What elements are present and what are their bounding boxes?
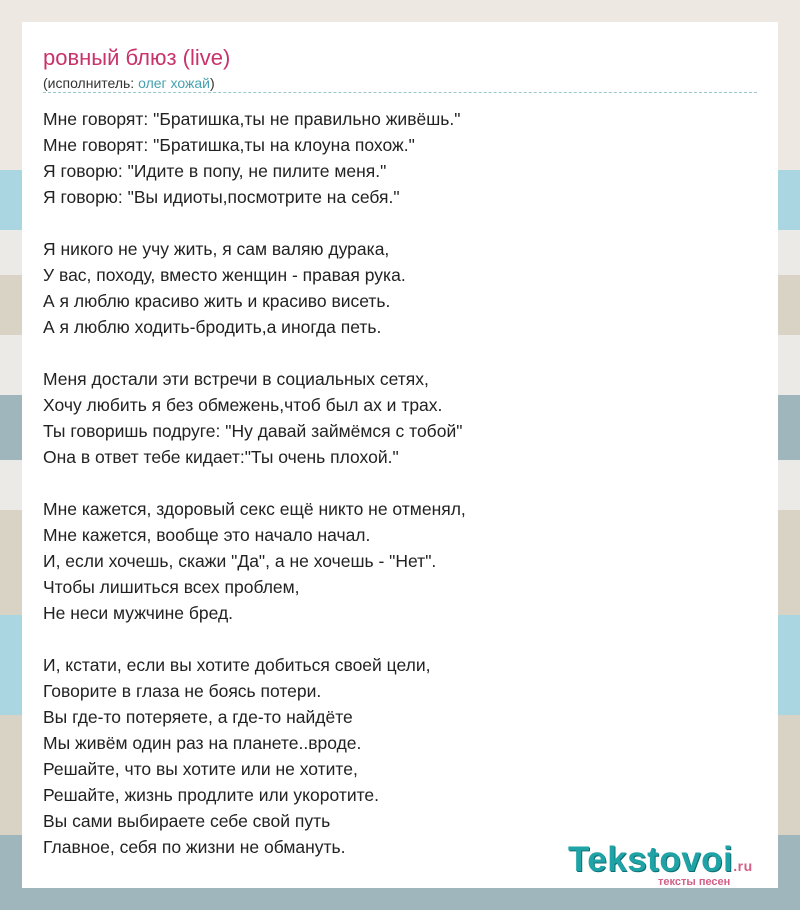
lyric-line: А я люблю ходить-бродить,а иногда петь. — [43, 317, 382, 337]
lyric-line: Хочу любить я без обмежень,чтоб был ах и трах. — [43, 395, 443, 415]
lyric-line: Я говорю: "Идите в попу, не пилите меня." — [43, 161, 387, 181]
stanza — [43, 496, 757, 626]
logo-main-text: Tekstovoi — [568, 840, 734, 879]
song-title: ровный блюз (live) — [43, 45, 231, 70]
logo-tagline: тексты песен — [658, 876, 731, 888]
lyric-line: Мне кажется, здоровый секс ещё никто не отменял, — [43, 499, 466, 519]
lyric-line: Ты говоришь подруге: "Ну давай займёмся с тобой" — [43, 421, 463, 441]
site-logo[interactable] — [568, 840, 778, 888]
lyric-line: Меня достали эти встречи в социальных сетях, — [43, 369, 429, 389]
lyric-line: Она в ответ тебе кидает:"Ты очень плохой." — [43, 447, 399, 467]
stanza — [43, 652, 757, 860]
lyric-line: Мне кажется, вообще это начало начал. — [43, 525, 371, 545]
lyric-line: Вы где-то потеряете, а где-то найдёте — [43, 707, 353, 727]
lyric-line: Говорите в глаза не боясь потери. — [43, 681, 322, 701]
lyric-line: Я никого не учу жить, я сам валяю дурака, — [43, 239, 390, 259]
logo-tld: .ru — [733, 858, 753, 874]
lyric-line: Мне говорят: "Братишка,ты на клоуна похож." — [43, 135, 415, 155]
lyric-line: Главное, себя по жизни не обмануть. — [43, 837, 346, 857]
lyric-line: Не неси мужчине бред. — [43, 603, 234, 623]
stanza — [43, 106, 757, 210]
lyric-line: И, кстати, если вы хотите добиться своей цели, — [43, 655, 431, 675]
title-divider — [43, 92, 757, 93]
artist-prefix: (исполнитель: — [43, 75, 139, 91]
lyrics-text — [43, 106, 757, 886]
lyric-line: Вы сами выбираете себе свой путь — [43, 811, 331, 831]
lyric-line: И, если хочешь, скажи "Да", а не хочешь - "Нет". — [43, 551, 437, 571]
lyric-line: Чтобы лишиться всех проблем, — [43, 577, 300, 597]
lyric-line: Мы живём один раз на планете..вроде. — [43, 733, 362, 753]
artist-suffix: ) — [209, 75, 215, 91]
lyrics-card — [22, 22, 778, 888]
lyric-line: Решайте, жизнь продлите или укоротите. — [43, 785, 380, 805]
lyric-line: Я говорю: "Вы идиоты,посмотрите на себя." — [43, 187, 400, 207]
stanza — [43, 366, 757, 470]
artist-link[interactable]: олег хожай — [138, 75, 210, 91]
lyric-line: Мне говорят: "Братишка,ты не правильно живёшь." — [43, 109, 461, 129]
stanza — [43, 236, 757, 340]
lyric-line: У вас, походу, вместо женщин - правая рука. — [43, 265, 406, 285]
lyric-line: Решайте, что вы хотите или не хотите, — [43, 759, 358, 779]
lyric-line: А я люблю красиво жить и красиво висеть. — [43, 291, 391, 311]
artist-line — [43, 74, 215, 92]
